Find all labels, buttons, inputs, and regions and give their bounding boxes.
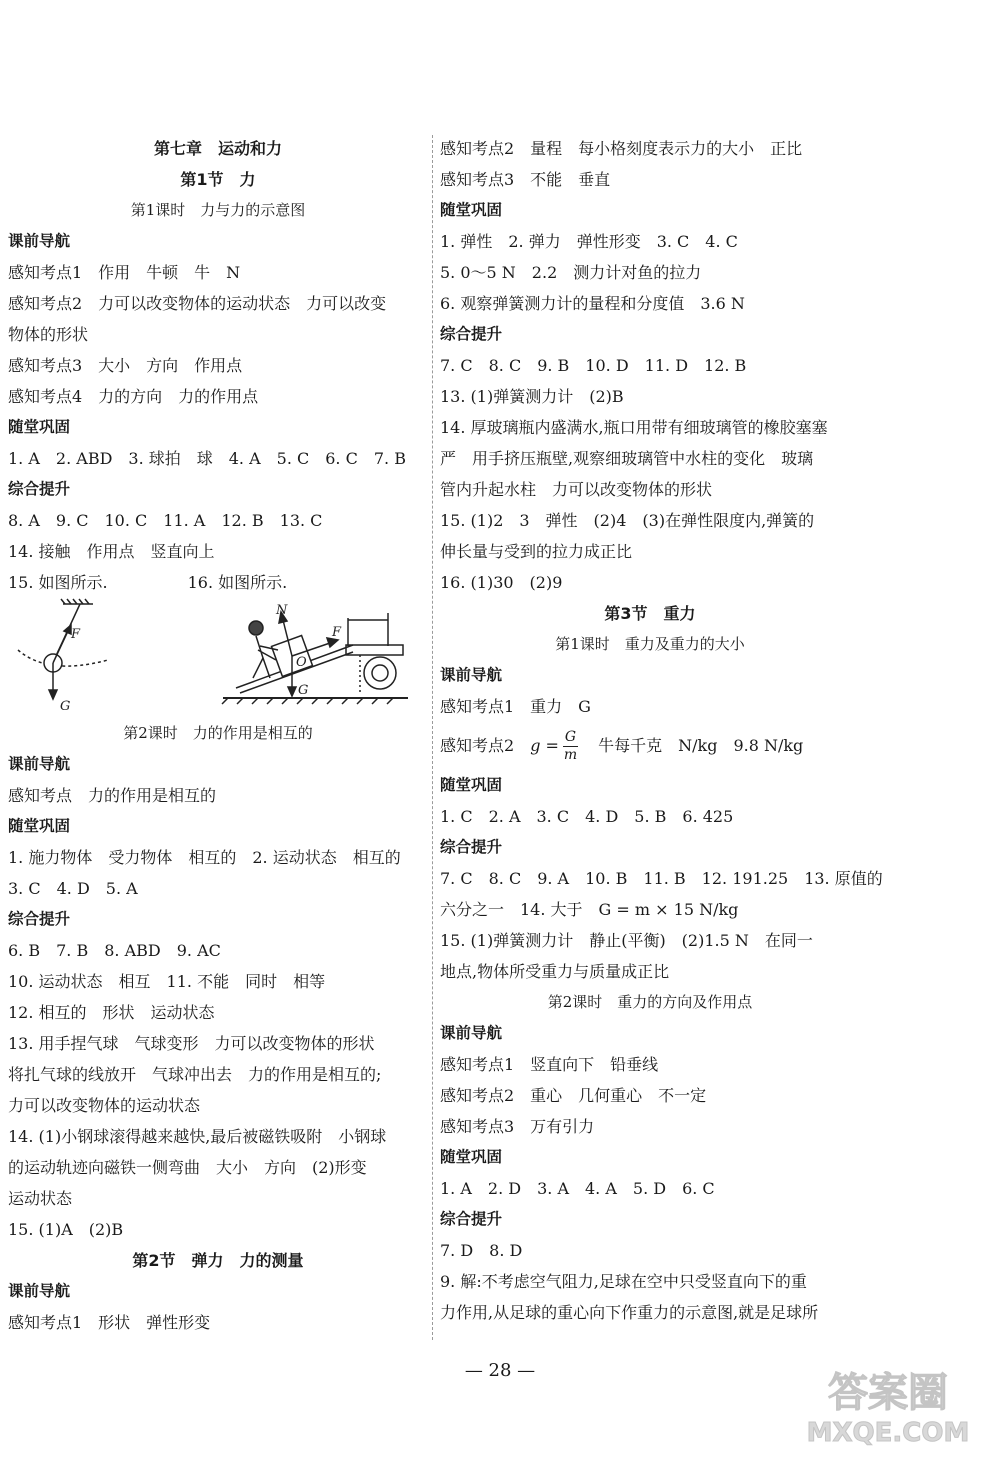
section-label: 课前导航 — [8, 755, 71, 773]
text-line: 9. 解:不考虑空气阻力,足球在空中只受竖直向下的重 — [440, 1272, 807, 1291]
formula-numerator: G — [564, 729, 577, 745]
text-line: 7. C 8. C 9. B 10. D 11. D 12. B — [440, 356, 747, 375]
fig16-label-O: O — [296, 655, 307, 670]
text-line: 12. 相互的 形状 运动状态 — [8, 1003, 215, 1022]
text-line: 3. C 4. D 5. A — [8, 879, 138, 898]
fig16-label-G: G — [298, 683, 309, 698]
text-line: 伸长量与受到的拉力成正比 — [440, 542, 633, 561]
column-divider — [432, 135, 433, 1340]
text-line: 感知考点 力的作用是相互的 — [8, 786, 217, 805]
text-line: 感知考点3 大小 方向 作用点 — [8, 356, 243, 375]
formula-lhs: g = — [530, 736, 559, 755]
watermark-logo — [798, 1356, 978, 1451]
text-line: 13. (1)弹簧测力计 (2)B — [440, 387, 624, 406]
text-line: 1. 弹性 2. 弹力 弹性形变 3. C 4. C — [440, 232, 738, 251]
text-line: 6. 观察弹簧测力计的量程和分度值 3.6 N — [440, 294, 745, 313]
text-line: 14. 接触 作用点 竖直向上 — [8, 542, 215, 561]
text-line: 感知考点3 万有引力 — [440, 1117, 595, 1136]
text-line: 感知考点4 力的方向 力的作用点 — [8, 387, 259, 406]
figure-16-ramp — [222, 612, 408, 704]
section-label: 综合提升 — [440, 325, 503, 343]
section-heading: 第七章 运动和力 — [153, 139, 282, 158]
right-column — [440, 133, 883, 1328]
text-line: 15. (1)A (2)B — [8, 1220, 124, 1239]
section-label: 随堂巩固 — [440, 1148, 503, 1166]
formula-prefix: 感知考点2 — [440, 736, 531, 755]
text-line: 15. (1)2 3 弹性 (2)4 (3)在弹性限度内,弹簧的 — [440, 511, 815, 530]
text-line: 6. B 7. B 8. ABD 9. AC — [8, 941, 221, 960]
left-column — [8, 133, 428, 1338]
text-line: 15. (1)弹簧测力计 静止(平衡) (2)1.5 N 在同一 — [440, 931, 813, 950]
text-line: 力作用,从足球的重心向下作重力的示意图,就是足球所 — [440, 1303, 819, 1322]
fig15-label-F: F — [71, 627, 81, 642]
text-line: 13. 用手捏气球 气球变形 力可以改变物体的形状 — [8, 1034, 375, 1053]
text-line: 物体的形状 — [8, 325, 89, 344]
section-heading: 第2节 弹力 力的测量 — [132, 1251, 304, 1270]
text-line: 的运动轨迹向磁铁一侧弯曲 大小 方向 (2)形变 — [8, 1158, 367, 1177]
section-label: 随堂巩固 — [8, 817, 71, 835]
figures-15-16 — [8, 598, 428, 718]
text-line: 感知考点1 形状 弹性形变 — [8, 1313, 211, 1332]
text-line: 感知考点2 重心 几何重心 不一定 — [440, 1086, 707, 1105]
text-line: 管内升起水柱 力可以改变物体的形状 — [440, 480, 713, 499]
lesson-heading: 第2课时 重力的方向及作用点 — [547, 993, 753, 1011]
text-line: 感知考点1 竖直向下 铅垂线 — [440, 1055, 659, 1074]
text-line: 感知考点1 重力 G — [440, 697, 591, 716]
section-label: 综合提升 — [8, 480, 71, 498]
section-label: 随堂巩固 — [8, 418, 71, 436]
text-line: 将扎气球的线放开 气球冲出去 力的作用是相互的; — [8, 1065, 382, 1084]
fig15-label-G: G — [60, 699, 71, 714]
text-line: 15. 如图所示. 16. 如图所示. — [8, 573, 288, 592]
section-label: 综合提升 — [440, 1210, 503, 1228]
text-line: 1. C 2. A 3. C 4. D 5. B 6. 425 — [440, 807, 734, 826]
section-label: 课前导航 — [8, 1282, 71, 1300]
text-line: 7. C 8. C 9. A 10. B 11. B 12. 191.25 13. 原值的 — [440, 869, 883, 888]
text-line: 5. 0～5 N 2.2 测力计对鱼的拉力 — [440, 263, 702, 282]
formula-line — [440, 722, 860, 770]
text-line: 10. 运动状态 相互 11. 不能 同时 相等 — [8, 972, 326, 991]
watermark-line1: 答案圈 — [828, 1370, 948, 1416]
formula-suffix: 牛每千克 N/kg 9.8 N/kg — [582, 736, 804, 755]
formula-denominator: m — [563, 747, 578, 763]
section-label: 课前导航 — [440, 666, 503, 684]
text-line: 严 用手挤压瓶壁,观察细玻璃管中水柱的变化 玻璃 — [440, 449, 814, 468]
section-label: 课前导航 — [440, 1024, 503, 1042]
lesson-heading: 第1课时 重力及重力的大小 — [555, 635, 745, 653]
text-line: 感知考点2 量程 每小格刻度表示力的大小 正比 — [440, 139, 803, 158]
text-line: 感知考点1 作用 牛顿 牛 N — [8, 263, 241, 282]
figure-15-pendulum — [18, 599, 108, 699]
lesson-heading: 第2课时 力的作用是相互的 — [123, 724, 313, 742]
text-line: 六分之一 14. 大于 G = m × 15 N/kg — [440, 900, 739, 919]
text-line: 14. (1)小钢球滚得越来越快,最后被磁铁吸附 小钢球 — [8, 1127, 387, 1146]
formula-fraction — [563, 729, 578, 764]
text-line: 力可以改变物体的运动状态 — [8, 1096, 201, 1115]
page-number: — 28 — — [464, 1360, 536, 1381]
text-line: 地点,物体所受重力与质量成正比 — [440, 962, 670, 981]
text-line: 1. 施力物体 受力物体 相互的 2. 运动状态 相互的 — [8, 848, 401, 867]
text-line: 7. D 8. D — [440, 1241, 523, 1260]
section-heading: 第3节 重力 — [604, 604, 696, 623]
fig16-label-F: F — [332, 625, 342, 640]
lesson-heading: 第1课时 力与力的示意图 — [130, 201, 306, 219]
watermark-line2: MXQE.COM — [806, 1418, 970, 1448]
text-line: 运动状态 — [8, 1189, 73, 1208]
text-line: 1. A 2. ABD 3. 球拍 球 4. A 5. C 6. C 7. B — [8, 449, 406, 468]
text-line: 感知考点2 力可以改变物体的运动状态 力可以改变 — [8, 294, 387, 313]
fig16-label-N: N — [276, 603, 288, 618]
text-line: 16. (1)30 (2)9 — [440, 573, 563, 592]
section-heading: 第1节 力 — [180, 170, 256, 189]
section-label: 综合提升 — [440, 838, 503, 856]
section-label: 综合提升 — [8, 910, 71, 928]
text-line: 14. 厚玻璃瓶内盛满水,瓶口用带有细玻璃管的橡胶塞塞 — [440, 418, 828, 437]
section-label: 随堂巩固 — [440, 201, 503, 219]
figure-block — [8, 598, 428, 718]
text-line: 8. A 9. C 10. C 11. A 12. B 13. C — [8, 511, 323, 530]
text-line: 1. A 2. D 3. A 4. A 5. D 6. C — [440, 1179, 715, 1198]
text-line: 感知考点3 不能 垂直 — [440, 170, 611, 189]
section-label: 随堂巩固 — [440, 776, 503, 794]
section-label: 课前导航 — [8, 232, 71, 250]
